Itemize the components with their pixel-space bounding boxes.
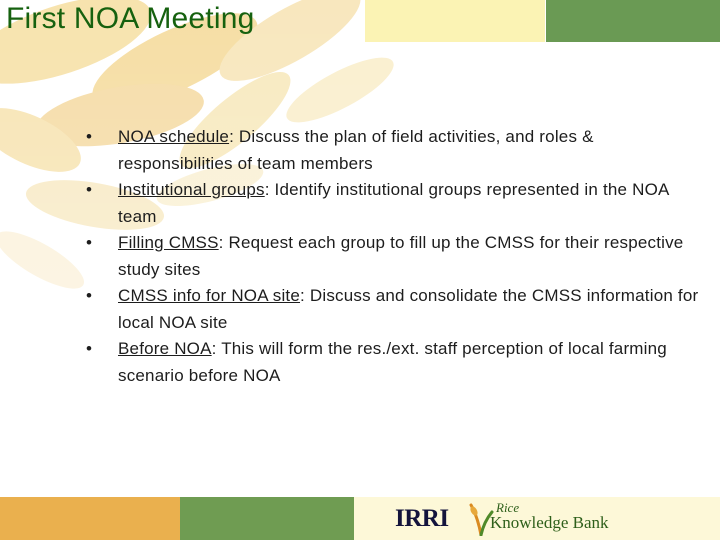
rice-knowledge-bank-logo — [468, 500, 608, 538]
bullet-text: : Request each group to fill up the CMSS for their respective study sites — [118, 233, 684, 279]
rkb-main-label: Knowledge Bank — [490, 513, 609, 532]
irri-logo: IRRI — [395, 505, 449, 532]
header-accent-green — [546, 0, 720, 42]
bullet-list — [86, 124, 701, 389]
slide-title: First NOA Meeting — [6, 2, 255, 35]
bullet-marker: • — [86, 233, 93, 252]
bullet-item-filling-cmss — [86, 230, 701, 283]
bullet-item-noa-schedule — [86, 124, 701, 177]
bullet-term: Filling CMSS — [118, 233, 219, 252]
rkb-rice-label: Rice — [496, 500, 520, 515]
bullet-marker: • — [86, 180, 93, 199]
bullet-marker: • — [86, 286, 93, 305]
bullet-text: : Discuss and consolidate the CMSS information for local NOA site — [118, 286, 699, 332]
bullet-item-institutional-groups — [86, 177, 701, 230]
bullet-text: : This will form the res./ext. staff perception of local farming scenario before NOA — [118, 339, 667, 385]
bullet-item-cmss-info — [86, 283, 701, 336]
bullet-item-before-noa — [86, 336, 701, 389]
bullet-text: : Discuss the plan of field activities, and roles & responsibilities of team members — [118, 127, 594, 173]
bullet-text: : Identify institutional groups represented in the NOA team — [118, 180, 669, 226]
bullet-term: Institutional groups — [118, 180, 265, 199]
bullet-term: Before NOA — [118, 339, 212, 358]
bullet-term: CMSS info for NOA site — [118, 286, 301, 305]
bullet-marker: • — [86, 339, 93, 358]
footer-accent-green — [180, 497, 354, 540]
bullet-marker: • — [86, 127, 93, 146]
bullet-term: NOA schedule — [118, 127, 230, 146]
header-accent-yellow — [365, 0, 545, 42]
footer-accent-orange — [0, 497, 180, 540]
